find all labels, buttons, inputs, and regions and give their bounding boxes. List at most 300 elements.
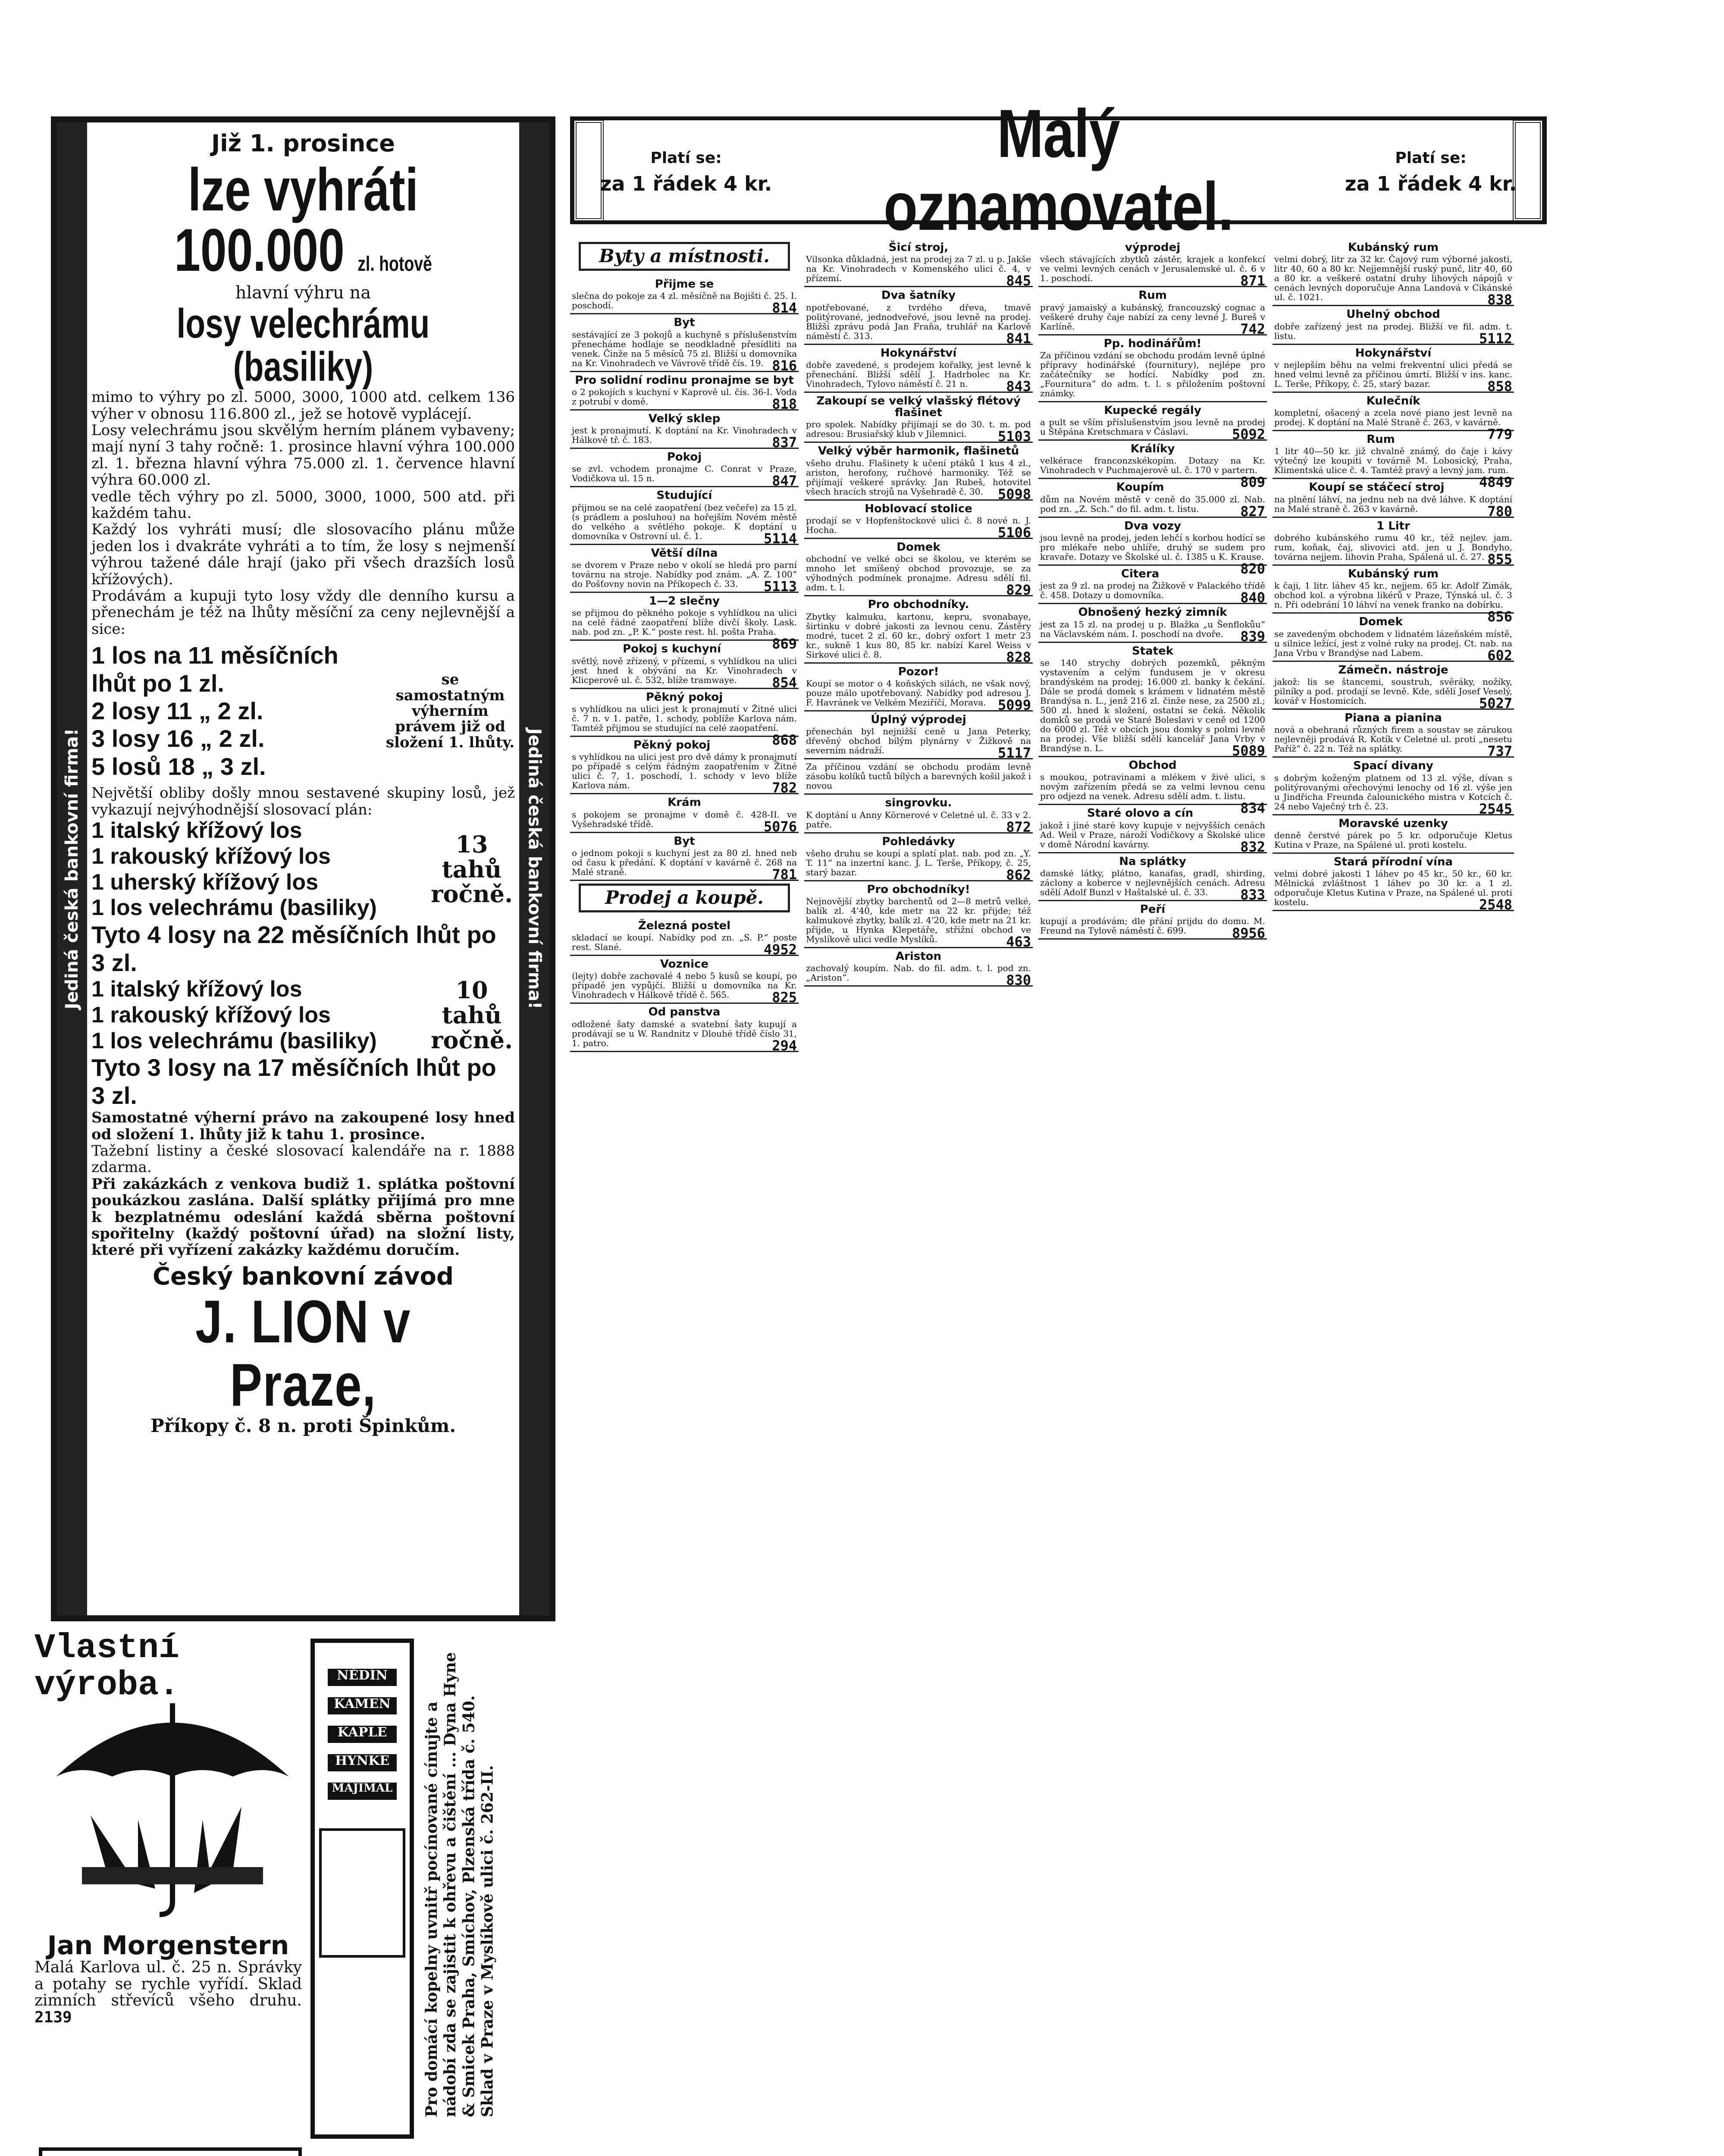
header-left-top: Platí se: bbox=[650, 149, 722, 167]
morgenstern-name: Jan Morgenstern bbox=[47, 1930, 289, 1961]
ad-number: 5112 bbox=[1479, 330, 1512, 347]
ad-number: 742 bbox=[1240, 320, 1265, 337]
right-strip bbox=[519, 122, 549, 1615]
ad-body-text: pravý jamaiský a kubánský, francouzský cognac a veškeré druhy čaje nabízí za ceny levné J. Bureš v Karlíně. bbox=[1040, 302, 1265, 332]
ad-heading: Hokynářství bbox=[1355, 346, 1432, 360]
ad-text bbox=[1274, 676, 1512, 711]
ad-number: 833 bbox=[1240, 886, 1265, 903]
ad-number: 829 bbox=[1006, 582, 1031, 599]
ad-body-text: jakož i jiné staré kovy kupuje v nejvyšších cenách Ad. Weil v Praze, nároží Vodičkovy a Školské ulice v domě Národní kavárny. bbox=[1040, 820, 1265, 849]
ad-heading: Koupí se stáčecí stroj bbox=[1309, 481, 1445, 494]
ad-text bbox=[1040, 302, 1265, 337]
classified-ad bbox=[570, 545, 799, 593]
ad-text bbox=[1274, 533, 1512, 568]
group-a-item-1: 1 italský křížový los bbox=[91, 818, 302, 843]
section-heading: Byty a místnosti. bbox=[579, 242, 790, 271]
vlastni-vyroba-title: Vlastní výroba. bbox=[34, 1629, 180, 1705]
ad-heading: Větší dílna bbox=[651, 546, 718, 560]
ad-number: 4849 bbox=[1479, 474, 1512, 491]
ad-heading: výprodej bbox=[1125, 241, 1181, 254]
ad-heading: Obchod bbox=[1128, 758, 1177, 772]
ad-body-text: obchodní ve velké obci se školou, ve kterém se mnoho let smíšený obchod provozuje, se za výhodných podmínek pronajme. Adresu sdělí fil. adm. t. l. bbox=[806, 554, 1031, 593]
ad-text bbox=[572, 1018, 797, 1054]
ad-text bbox=[806, 963, 1031, 989]
group-a-list bbox=[91, 818, 429, 921]
headline-100000 bbox=[138, 155, 468, 284]
ad-heading: Přijme se bbox=[655, 277, 714, 291]
ad-body-text: se zavedeným obchodem v lidnatém lázeňském místě, u silnice ležící, jest z volné ruky na prodej. Ct. nab. na Jana Vrbu v Brandýse nad Labem. bbox=[1274, 628, 1512, 658]
ad-number: 845 bbox=[1006, 273, 1031, 289]
ad-text bbox=[806, 762, 1031, 790]
classified-ad bbox=[1273, 345, 1514, 393]
classified-ad bbox=[570, 794, 799, 833]
ad-body-text: velmi dobrý, litr za 32 kr. Čajový rum výborné jakosti, litr 40, 60 a 80 kr. Nejjemnější ruský punč, litr 40, 60 a 80 kr. a veškeré ostatní druhy lihových nápojů v cenách levných doporučuje Anna Landová v Cikánské ul. č. 1021. bbox=[1274, 254, 1512, 303]
ad-body-text: velmi dobré jakosti 1 láhev po 45 kr., 50 kr., 60 kr. Mělnická zvláštnost 1 láhev po 30 kr. a 1 zl. odporučuje Kletus Kutina v Praze, na Spálené ul. proti kostelu. bbox=[1274, 868, 1512, 908]
ad-body3: Každý los vyhráti musí; dle slosovacího plánu může jeden los i dvakráte vyhráti a to tím, že losy s nejmenší výhrou tažené dále hrají (jako při všech drazších losů křížových). bbox=[91, 521, 515, 588]
classified-ad bbox=[804, 948, 1033, 987]
ad-text bbox=[806, 458, 1031, 502]
group-b-list bbox=[91, 977, 429, 1054]
ad-heading: Byt bbox=[674, 834, 695, 848]
classified-ad bbox=[804, 711, 1033, 759]
ad-text bbox=[572, 932, 797, 958]
classified-ad bbox=[570, 1004, 799, 1052]
ad-number: 856 bbox=[1487, 608, 1512, 625]
ad-body-text: s pokojem se pronajme v domě č. 428-II. ve Vyšehradské třídě. bbox=[572, 809, 797, 829]
ad-heading: Domek bbox=[1359, 615, 1403, 629]
ad-number: 5092 bbox=[1232, 426, 1265, 443]
classified-ad bbox=[804, 795, 1033, 833]
ad-text bbox=[806, 419, 1031, 445]
ad-heading: singrovku. bbox=[885, 796, 952, 810]
classified-ad bbox=[570, 487, 799, 545]
group-b-item-1: 1 italský křížový los bbox=[91, 976, 302, 1002]
ad-heading: Železná postel bbox=[638, 919, 731, 932]
group-a-draws: 13 tahů ročně. bbox=[431, 830, 513, 908]
classified-ad bbox=[804, 834, 1033, 881]
classified-ad bbox=[804, 287, 1033, 345]
classified-ad bbox=[1038, 566, 1267, 604]
classified-ad bbox=[1273, 815, 1514, 854]
ad-text bbox=[572, 655, 797, 691]
header-right-top: Platí se: bbox=[1395, 149, 1467, 167]
classified-ad bbox=[1038, 901, 1267, 940]
classified-ad bbox=[1038, 604, 1267, 645]
lots-table bbox=[91, 642, 515, 780]
group-a bbox=[91, 818, 515, 921]
ad-heading: Pp. hodinářům! bbox=[1103, 337, 1202, 350]
ad-heading: Moravské uzenky bbox=[1338, 817, 1448, 830]
stove-plate-3: KAPLE bbox=[328, 1726, 397, 1743]
column-3 bbox=[1038, 239, 1267, 2156]
classified-ad bbox=[1273, 758, 1514, 815]
ad-text bbox=[1274, 868, 1512, 913]
lots-list bbox=[91, 642, 386, 780]
classified-ad bbox=[1038, 335, 1267, 402]
stove-door bbox=[319, 1828, 405, 1958]
ad-body-text: skladací se koupí. Nabídky pod zn. „S. P.“ poste rest. Slané. bbox=[572, 932, 797, 953]
ad-text bbox=[1040, 868, 1265, 903]
ad-number: 5117 bbox=[997, 745, 1031, 761]
ad-body5: Největší obliby došly mnou sestavené skupiny losů, jež vykazují nejvýhodnější slosovací plán: bbox=[91, 784, 515, 818]
ad-heading: Pozor! bbox=[898, 665, 939, 678]
ad-body-text: dobře zařízený jest na prodej. Bližší ve fil. adm. t. listu. bbox=[1274, 321, 1512, 341]
ad-number: 5113 bbox=[763, 578, 797, 595]
header-left-bottom: za 1 řádek 4 kr. bbox=[600, 172, 772, 195]
ad-body-text: Za příčinou vzdání se obchodu prodám levně úplné přípravy hodinářské (fournitury), nejlépe pro začátečníky se hodící. Nabídky pod zn. „Fournitura“ do adm. t. l. s přiložením poštovní známky. bbox=[1040, 350, 1265, 398]
ad-text bbox=[1274, 254, 1512, 308]
ad-body-text: s dobrým koženým platnem od 13 zl. výše, dívan s politýrovanými ořechovými lenochy od 16 zl. výše jen u Jindřicha Freunda čalounického mistra v Kotcích č. 24 nebo Vaječný trh č. 23. bbox=[1274, 772, 1512, 812]
ad-body-text: zachovalý koupím. Nab. do fil. adm. t. l. pod zn. „Ariston“. bbox=[806, 963, 1031, 983]
ad-heading: Pro obchodníky! bbox=[867, 883, 970, 896]
ad-heading: Pro obchodníky. bbox=[868, 598, 969, 611]
ad-heading: Obnošený hezký zimník bbox=[1078, 606, 1227, 619]
ad-number: 779 bbox=[1487, 426, 1512, 443]
group-b-item-2: 1 rakouský křížový los bbox=[91, 1002, 331, 1028]
classified-ad bbox=[1038, 805, 1267, 853]
ad-body-text: nová a obehraná různých firem a soustav se zárukou nejlevněji prodává R. Kotík v Celetné ul. proti „nesetu Paříž“ č. 22 n. Též na splátky. bbox=[1274, 724, 1512, 754]
ad-text bbox=[1040, 657, 1265, 759]
vertical-ad-text: Pro domácí kopelny uvnitř pocínované cínujte a nádobí zda se zajistit k ohřevu a čištění ... Dyna Hyne & Smicek Praha, Smíchov, Plzenská třída č. 540. Sklad v Praze v Myslíkově ulici č. 262-II. bbox=[423, 1652, 497, 2117]
classified-ad bbox=[570, 737, 799, 794]
ad-text bbox=[1274, 830, 1512, 849]
ad-text bbox=[806, 515, 1031, 541]
ad-heading: Zámečn. nástroje bbox=[1338, 663, 1448, 677]
classified-ad bbox=[1038, 479, 1267, 520]
ad-text bbox=[572, 425, 797, 451]
ad-heading: Králíky bbox=[1130, 442, 1175, 456]
ad-heading: Kubánský rum bbox=[1348, 567, 1439, 581]
classified-ad bbox=[1038, 853, 1267, 901]
ad-heading: Hokynářství bbox=[880, 346, 957, 360]
firm-address: Příkopy č. 8 n. proti Špinkům. bbox=[150, 1415, 456, 1436]
ad-body-text: kompletní, ošacený a zcela nové piano jest levně na prodej. K doptání na Malé Straně č. 263, v kavárně. bbox=[1274, 407, 1512, 428]
lots-note: se samostatným výherním právem již od složení 1. lhůty. bbox=[386, 671, 515, 751]
firm-name: Český bankovní závod bbox=[152, 1262, 454, 1291]
ad-number: 837 bbox=[772, 434, 797, 451]
classified-ad bbox=[804, 881, 1033, 948]
ad-body-text: jakož: lis se štancemi, soustruh, svěráky, nožíky, pilníky a pod. prodají se levně. Kde, sdělí Josef Veselý, kovář v Hostomicích. bbox=[1274, 676, 1512, 706]
ad-number: 816 bbox=[772, 357, 797, 374]
ad-number: 843 bbox=[1006, 378, 1031, 395]
ad-text bbox=[806, 726, 1031, 761]
ad-heading: Pokoj bbox=[667, 451, 702, 464]
ad-body2: Losy velechrámu jsou skvělým herním plánem vybaveny; mají nyní 3 tahy ročně: 1. prosince hlavní výhra 100.000 zl. 1. března hlavní výhra 75.000 zl. 1. července hlavní výhra 60.000 zl. bbox=[91, 421, 515, 489]
ad-body-text: Zbytky kalmuku, kartonu, kepru, svonabaye, širtinku v dobré jakosti za levnou cenu. Zástěry modré, tucet 2 zl. 60 kr., dobrý oxfort 1 metr 23 kr., sukně 1 kus 80, 85 kr. nabízí Karel Weiss v Sirkové ulici č. 8. bbox=[806, 611, 1031, 660]
group-b-terms: Tyto 3 losy na 17 měsíčních lhůt po 3 zl. bbox=[91, 1054, 496, 1109]
ad-body-text: se 140 strychy dobrých pozemků, pěkným vystavením a celým fundusem je v okresu brandýském na prodej; 16.000 zl. banky k čekání. Dále se prodá domek s krámem v lidnatém městě Brandýsa n. L., jenž 216 zl. činže nese, za 2500 zl.; 500 zl. hned k složení, ostatní se čeká. Několik domků se prodá ve Staré Boleslavi v ceně od 1200 do 6000 zl. Též v obcích jsou domky s polmi levně na prodej. Vše bližší sdělí kancelář Jana Vrby v Brandýse n. L. bbox=[1040, 657, 1265, 753]
classified-ad bbox=[1273, 479, 1514, 520]
stove-plate-4: HYNKE bbox=[328, 1754, 397, 1771]
headline-losy: losy velechrámu (basiliky) bbox=[176, 300, 430, 390]
morgenstern-address bbox=[34, 1959, 302, 2026]
ad-body2b: vedle těch výhry po zl. 5000, 3000, 1000, 500 atd. při každém tahu. bbox=[91, 488, 515, 522]
ad-heading: Pěkný pokoj bbox=[633, 738, 711, 752]
classified-ad bbox=[570, 449, 799, 487]
ad-number: 5099 bbox=[997, 696, 1031, 713]
ad-text bbox=[806, 809, 1031, 835]
ad-number: 782 bbox=[772, 780, 797, 796]
ad-body-text: všeho druhu. Flašinety k učení ptáků 1 kus 4 zl., ariston, herofony, ručhové harmoniky. Též se přijímají veškeré správky. Jan Rubeš, hotovitel všech hracích strojů na Vyšehradě č. 30. bbox=[806, 458, 1031, 497]
stove-plate-1: NĚDÍN bbox=[328, 1669, 397, 1686]
ad-number: 602 bbox=[1487, 647, 1512, 664]
ad-heading: Zakoupí se velký vlašský flétový flašinet bbox=[816, 394, 1021, 420]
ad-heading: Koupím bbox=[1116, 481, 1164, 494]
ad-heading: Pěkný pokoj bbox=[646, 690, 723, 704]
ad-body-text: jsou levně na prodej, jeden lehčí s korbou hodící se pro mlékaře nebo uhlíře, druhý se sudem pro kravaře. Dotazy ve Školské ul. č. 1385 u K. Krause. bbox=[1040, 533, 1265, 562]
ad-number: 2548 bbox=[1479, 896, 1512, 913]
header-left-price bbox=[574, 143, 798, 198]
ad-heading: Šicí stroj, bbox=[888, 241, 949, 254]
classified-ad bbox=[1273, 662, 1514, 710]
ad-text bbox=[1040, 254, 1265, 289]
classified-ad bbox=[804, 443, 1033, 500]
ad-number: 5106 bbox=[997, 524, 1031, 541]
ad-body-text: Nejnovější zbytky barchentů od 2—8 metrů velké, balík zl. 4'40, kde metr na 22 kr. přijde; též kalmukové zbytky, balík zl. 4'20, kde metr na 21 kr. přijde, u Hynka Klepetáře, střižní obchod ve Myslíkově ulici vedle Myslíků. bbox=[806, 896, 1031, 945]
ad-number: 809 bbox=[1240, 474, 1265, 491]
ad-heading: Kubánský rum bbox=[1348, 241, 1439, 254]
ad-heading: Kupecké regály bbox=[1104, 404, 1201, 417]
ad-text bbox=[572, 752, 797, 796]
ad-number: 818 bbox=[772, 395, 797, 412]
ad-number: 5027 bbox=[1479, 695, 1512, 711]
ad-body-text: s vyhlídkou na ulici jest pro dvě dámy k pronajmutí po případě s celým řádným zaopatřením v Žitné ulici č. 7, 1. poschodí, 1. schody v levo blíže Karlova nám. bbox=[572, 752, 797, 791]
ad-number: 5103 bbox=[997, 428, 1031, 445]
ad-body-text: jest za 15 zl. na prodej u p. Blažka „u Šenflokůu“ na Václavském nám. I. poschodí na dvoře. bbox=[1040, 619, 1265, 639]
classified-ad bbox=[1038, 239, 1267, 287]
ad-text bbox=[806, 359, 1031, 395]
ad-number: 834 bbox=[1240, 800, 1265, 817]
ad-body-text: Vilsonka důkladná, jest na prodej za 7 zl. u p. Jakše na Kr. Vinohradech v Komenského ulici č. 4, v přízemí. bbox=[806, 254, 1031, 284]
lion-advertisement bbox=[51, 116, 555, 1621]
classified-ad bbox=[570, 641, 799, 689]
classified-ad bbox=[570, 411, 799, 449]
morgenstern-advertisement bbox=[34, 1630, 556, 2156]
classified-ad bbox=[570, 314, 799, 372]
ad-body4: Prodávám a kupuji tyto losy vždy dle denního kursu a přenechám je též na lhůty měsíční za ceny nejlevnější a sice: bbox=[91, 587, 515, 638]
ad-date: Již 1. prosince bbox=[211, 130, 395, 157]
ad-number: 828 bbox=[1006, 649, 1031, 665]
classified-ad bbox=[570, 372, 799, 411]
ad-number: 868 bbox=[772, 731, 797, 748]
ad-heading: Stará přírodní vína bbox=[1333, 855, 1453, 868]
ad-body-text: denně čerstvé párek po 5 kr. odporučuje Kletus Kutina v Praze, na Spálené ul. proti kostelu. bbox=[1274, 830, 1512, 850]
ad-text bbox=[806, 254, 1031, 289]
classified-ad bbox=[570, 918, 799, 956]
classified-ad bbox=[1038, 402, 1267, 441]
column-1 bbox=[570, 239, 799, 2156]
group-a-item-4: 1 los velechrámu (basiliky) bbox=[91, 895, 377, 921]
ad-body-text: se zvl. vchodem pronajme C. Conrat v Praze, Vodičkova ul. 15 n. bbox=[572, 464, 797, 484]
ad-body-text: jest za 9 zl. na prodej na Žižkově v Palackého třídě č. 458. Dotazy u domovníka. bbox=[1040, 580, 1265, 601]
classified-ad bbox=[570, 276, 799, 317]
ad-body6: Samostatné výherní právo na zakoupené losy hned od složení 1. lhůty již k tahu 1. prosince. bbox=[91, 1109, 515, 1143]
ad-body-text: o jednom pokoji s kuchyní jest za 80 zl. hned neb od času k předání. K doptání v kavárně č. 268 na Malé straně. bbox=[572, 847, 797, 877]
classified-ad bbox=[1038, 287, 1267, 335]
ad-number: 820 bbox=[1240, 561, 1265, 577]
lion-ad-body bbox=[91, 131, 515, 1607]
ad-number: 814 bbox=[772, 300, 797, 317]
ad-number: 862 bbox=[1006, 866, 1031, 883]
ad-number: 847 bbox=[772, 473, 797, 489]
ad-body-text: na plnění láhví, na jednu neb na dvě láhve. K doptání na Malé straně č. 263 v kavárně. bbox=[1274, 494, 1512, 514]
lots-row-4: 5 losů 18 „ 3 zl. bbox=[91, 752, 266, 780]
ad-number: 463 bbox=[1006, 934, 1031, 950]
ad-number: 5098 bbox=[997, 486, 1031, 502]
ad-number: 827 bbox=[1240, 503, 1265, 520]
group-b-draws: 10 tahů ročně. bbox=[431, 976, 513, 1054]
ad-number: 872 bbox=[1006, 818, 1031, 835]
ad-body-text: 1 litr 40—50 kr. již chvalně známý, do čaje i kávy výtečný lze koupiti v továrně M. Lobosický, Praha, Klimentská ulice č. 4. Tamtéž pravý a levný jam. rum. bbox=[1274, 446, 1512, 476]
ad-heading: Pokoj s kuchyní bbox=[623, 642, 721, 656]
classified-ad bbox=[804, 664, 1033, 711]
lots-row-3: 3 losy 16 „ 2 zl. bbox=[91, 725, 265, 752]
ad-body-text: dům na Novém městě v ceně do 35.000 zl. Nab. pod zn. „Z. Sch.“ do fil. adm. t. listu. bbox=[1040, 494, 1265, 514]
ad-number: 294 bbox=[772, 1037, 797, 1054]
ad-heading: Kulečník bbox=[1366, 394, 1420, 407]
classified-ad bbox=[804, 501, 1033, 539]
ad-heading: Hoblovací stolice bbox=[865, 502, 972, 515]
stove-plate-5: MAJIMAL bbox=[328, 1783, 397, 1800]
ad-text bbox=[806, 302, 1031, 347]
classified-ad bbox=[1273, 518, 1514, 566]
classified-ad bbox=[570, 689, 799, 748]
ad-text bbox=[572, 809, 797, 835]
ad-heading: Spací divany bbox=[1353, 759, 1433, 773]
ad-text bbox=[806, 896, 1031, 950]
headline-suffix: zl. hotově bbox=[357, 252, 432, 276]
ad-heading: Statek bbox=[1132, 644, 1174, 658]
ad-number: 825 bbox=[772, 989, 797, 1006]
headline-main: lze vyhráti 100.000 bbox=[174, 155, 419, 284]
ad-heading: Ariston bbox=[895, 950, 942, 963]
ad-heading: Rum bbox=[1138, 289, 1167, 302]
classified-ad bbox=[1273, 306, 1514, 345]
ad-heading: Domek bbox=[896, 541, 940, 554]
ad-body-text: a pult se vším příslušenstvím jsou levně na prodej u Štěpána Kretschmara v Čáslavi. bbox=[1040, 417, 1265, 437]
section-header bbox=[570, 95, 1547, 244]
ad-text bbox=[1040, 417, 1265, 443]
header-right-price bbox=[1319, 143, 1543, 198]
ad-number: 838 bbox=[1487, 291, 1512, 308]
classified-ad bbox=[1273, 614, 1514, 664]
ad-number: 8956 bbox=[1232, 925, 1265, 942]
ad-body-text: damské látky, plátno, kanafas, gradl, shirding, záclony a koberce v nejlevnějších cenách. Adresu sdělí Adolf Bunzl v Haštalské ul. č. 33. bbox=[1040, 868, 1265, 897]
ad-text bbox=[806, 848, 1031, 883]
ad-heading: Krám bbox=[668, 796, 701, 809]
morgenstern-contact bbox=[34, 1932, 302, 2026]
ad-number: 5076 bbox=[763, 818, 797, 835]
ad-text bbox=[806, 678, 1031, 713]
ad-number: 830 bbox=[1006, 972, 1031, 989]
ad-text bbox=[1040, 916, 1265, 942]
ad-body-text: dobře zavedené, s prodejem kořalky, jest levně k přenechání. Bližší sdělí J. Hadrbolec na Kr. Vinohradech, Tylovo náměstí č. 21 n. bbox=[806, 359, 1031, 389]
ad-heading: Peří bbox=[1140, 903, 1166, 916]
ad-body-text: jest k pronajmutí. K doptání na Kr. Vinohradech v Hálkově tř. č. 183. bbox=[572, 425, 797, 445]
ad-body-text: kupují a prodávám; dle přání prijdu do domu. M. Freund na Tylově náměstí č. 699. bbox=[1040, 916, 1265, 936]
classified-ad bbox=[804, 539, 1033, 599]
group-a-terms: Tyto 4 losy na 22 měsíčních lhůt po 3 zl. bbox=[91, 921, 496, 976]
ad-body-text: všeho druhu se koupí a splatí plat. nab. pod zn. „Y. T. 11“ na inzertní kanc. J. L. Terše, Příkopy, č. 25, starý bazar. bbox=[806, 848, 1031, 877]
ad-heading: Velký sklep bbox=[648, 412, 721, 425]
ad-number: 2545 bbox=[1479, 800, 1512, 817]
stove-plate-2: KAMEN bbox=[328, 1697, 397, 1714]
classified-ad bbox=[804, 596, 1033, 663]
classified-ad bbox=[570, 956, 799, 1004]
classified-ad bbox=[1273, 854, 1514, 911]
ad-heading: Od panstva bbox=[648, 1006, 721, 1019]
ad-body-text: pro spolek. Nabídky přijímají se do 30. t. m. pod adresou: Brusiařský klub v Jilemnici. bbox=[806, 419, 1031, 439]
ad-number: 869 bbox=[772, 636, 797, 652]
ad-body-text: všech stávajících zbytků zástěr, krajek a konfekcí ve velmi levných cenách v Jerusalemské ul. č. 6 v 1. poschodí. bbox=[1040, 254, 1265, 284]
ad-body-text: npotřebované, z tvrdého dřeva, tmavě politýrované, jednodveřové, jsou levně na prodej. Bližší zprávu podá Jan Fraňa, truhlář na Karlově náměstí č. 313. bbox=[806, 302, 1031, 341]
ad-body7: Tažební listiny a české slosovací kalendáře na r. 1888 zdarma. bbox=[91, 1142, 515, 1176]
ad-body-text: Za příčinou vzdání se obchodu prodám levně zásobu kolíků tuctů bílých a barevných košil jakož i novou bbox=[806, 761, 1031, 791]
ad-text bbox=[1040, 494, 1265, 520]
ad-number: 781 bbox=[772, 866, 797, 883]
ad-heading: Pohledávky bbox=[882, 835, 955, 848]
ad-body-text: se přijmou do pěkného pokoje s vyhlídkou na ulici na celé řádné zaopatření blíže dívčí školy. Lask. nab. pod zn. „P. K.“ poste rest. hl. pošta Praha. bbox=[572, 608, 797, 637]
ad-body1: mimo to výhry po zl. 5000, 3000, 1000 atd. celkem 136 výher v obnosu 116.800 zl., jež se hotově vyplácejí. bbox=[91, 389, 515, 423]
ad-body-text: o 2 pokojích s kuchyní v Kaprově ul. čís. 36-I. Voda z potrubí v domě. bbox=[572, 386, 797, 407]
ad-text bbox=[806, 611, 1031, 665]
column-4 bbox=[1273, 239, 1514, 2156]
classified-ad bbox=[1038, 643, 1267, 757]
ad-body-text: k čaji, 1 litr. láhev 45 kr., nejjem. 65 kr. Adolf Zimák, obchod kol. a výrobna likérů v Praze, Týnská ul. č. 3 n. Při odebrání 10 láhví na venek franko na dobírku. bbox=[1274, 580, 1512, 610]
ad-number: 840 bbox=[1240, 589, 1265, 606]
ad-text bbox=[572, 291, 797, 317]
morgenstern-address-text: Malá Karlova ul. č. 25 n. Správky a potahy se rychle vyřídí. Sklad zimních střevíců všeho druhu. bbox=[34, 1959, 302, 2010]
classified-ad bbox=[1273, 239, 1514, 306]
ad-text bbox=[1274, 321, 1512, 347]
ad-heading: Voznice bbox=[660, 958, 709, 971]
ad-heading: Dva šatníky bbox=[881, 289, 956, 302]
ad-body-text: s moukou, potravinami a mlékem v živé ulici, s novým zařízením předá se za velmi levnou cenu pro odjezd na venek. Adresu sdělí adm. t. listu. bbox=[1040, 772, 1265, 802]
ad-heading: Úplný výprodej bbox=[871, 713, 966, 726]
ad-heading: Byt bbox=[674, 316, 695, 329]
header-title: Malý oznamovatel. bbox=[884, 95, 1233, 244]
classified-ad bbox=[804, 393, 1033, 443]
morgenstern-number: 2139 bbox=[34, 2008, 72, 2026]
group-a-item-3: 1 uherský křížový los bbox=[91, 869, 319, 895]
umbrella-illustration bbox=[39, 1677, 306, 1919]
ad-heading: 1—2 slečny bbox=[649, 595, 720, 608]
ad-body-text: K doptání u Anny Körnerové v Celetné ul. č. 33 v 2. patře. bbox=[806, 809, 1031, 830]
ad-body-text: prodají se v Hopfenštockové ulici č. 8 nové n. J. Hocha. bbox=[806, 515, 1031, 536]
section-heading: Prodej a koupě. bbox=[579, 884, 790, 912]
ad-heading: Staré olovo a cín bbox=[1087, 807, 1194, 820]
ad-text bbox=[572, 971, 797, 1006]
ad-body-text: Koupí se motor o 4 koňských silách, ne však nový, pouze málo upotřebovaný. Nabídky pod adresou J. F. Havránek ve Velkém Meziříčí, Morava. bbox=[806, 678, 1031, 708]
ad-text bbox=[572, 386, 797, 412]
ad-text bbox=[572, 502, 797, 547]
ad-body-text: (lejty) dobře zachovalé 4 nebo 5 kusů se koupí, po případě jen vypůjčí. Bližší u domovníka na Kr. Vinohradech v Hálkově třídě č. 565. bbox=[572, 971, 797, 1000]
group-a-item-2: 1 rakouský křížový los bbox=[91, 843, 331, 869]
ad-number: 871 bbox=[1240, 273, 1265, 289]
ad-text bbox=[572, 329, 797, 374]
ad-heading: Studující bbox=[656, 489, 712, 502]
ad-text bbox=[1040, 619, 1265, 645]
header-right-bottom: za 1 řádek 4 kr. bbox=[1345, 172, 1517, 195]
ad-number: 858 bbox=[1487, 378, 1512, 395]
ad-body-text: dobrého kubánského rumu 40 kr., též nejlev. jam. rum, koňak, čaj, slivovici atd. jen u J. Bondyho, továrna nejjem. lihovin Praha, Spálená ul. č. 27. bbox=[1274, 533, 1512, 562]
ad-body-text: odložené šaty damské a svatební šaty kupují a prodávají se u W. Randnitz v Dlouhé třídě číslo 31, 1. patro. bbox=[572, 1018, 797, 1048]
ad-heading: Citera bbox=[1121, 567, 1160, 581]
classified-ad bbox=[570, 833, 799, 881]
ad-heading: Uhelný obchod bbox=[1346, 308, 1440, 321]
lots-row-2: 2 losy 11 „ 2 zl. bbox=[91, 697, 263, 725]
classified-ad bbox=[1273, 710, 1514, 758]
